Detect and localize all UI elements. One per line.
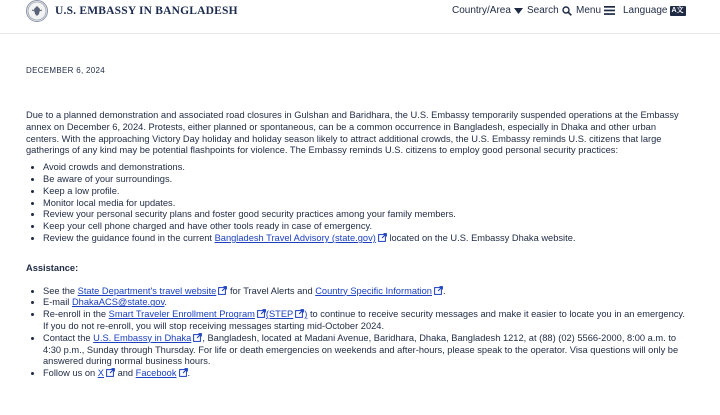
list-item: • Review your personal security plans and foster good security practices among your family members.	[43, 209, 688, 221]
external-link-icon	[179, 368, 188, 377]
step-link-close[interactable]: )	[304, 309, 308, 320]
list-item	[43, 368, 688, 380]
item-text: Contact the	[43, 332, 94, 343]
item-text: See the	[43, 285, 78, 296]
list-item: • Monitor local media for updates.	[43, 198, 688, 210]
menu-button[interactable]	[576, 5, 615, 16]
step-program-link[interactable]: Smart Traveler Enrollment Program	[108, 309, 255, 320]
list-item	[43, 286, 688, 298]
external-link-icon	[218, 286, 227, 295]
intro-paragraph: Due to a planned demonstration and associated road closures in Gulshan and Baridhara, the U.S. Embassy temporarily suspended operations at the Embassy annex on December 6, 2024. Protests, either planned or spontaneous, can be a common occurrence in Bangladesh, especially in Dhaka and other urban centers. With the approaching Victory Day holiday and holiday season likely to attract additional crowds, the U.S. Embassy reminds U.S. citizens that large gatherings of any kind may be potential flashpoints for violence. The Embassy reminds U.S. citizens to employ good personal security practices:	[26, 110, 679, 156]
site-header	[0, 0, 720, 34]
item-text: Follow us on	[43, 368, 98, 379]
search-label: Search	[527, 5, 559, 16]
item-text: E-mail	[43, 297, 72, 308]
facebook-link[interactable]: Facebook	[135, 368, 177, 379]
article-date: DECEMBER 6, 2024	[26, 66, 106, 75]
item-text: .	[164, 297, 167, 308]
country-area-dropdown[interactable]	[452, 5, 523, 16]
external-link-icon	[257, 309, 266, 318]
country-specific-info-link[interactable]: Country Specific Information	[315, 285, 432, 296]
travel-advisory-link[interactable]: Bangladesh Travel Advisory (state.gov)	[214, 232, 376, 243]
item-text: .	[442, 285, 446, 296]
article-body	[26, 110, 688, 380]
language-label: Language	[623, 5, 668, 16]
item-text: .	[187, 368, 191, 379]
list-item	[43, 333, 688, 368]
tip-text: Review the guidance found in the current	[43, 232, 215, 243]
x-link[interactable]: X	[97, 368, 104, 379]
embassy-dhaka-link[interactable]: U.S. Embassy in Dhaka	[93, 332, 192, 343]
assistance-list	[26, 286, 688, 380]
tip-text: located on the U.S. Embassy Dhaka website.	[386, 232, 576, 243]
list-item	[43, 297, 688, 309]
list-item: • Avoid crowds and demonstrations.	[43, 162, 688, 174]
external-link-icon	[106, 368, 115, 377]
external-link-icon	[434, 286, 443, 295]
external-link-icon	[295, 309, 304, 318]
hamburger-icon	[604, 6, 615, 15]
caret-down-icon	[514, 8, 523, 14]
search-button[interactable]	[527, 5, 572, 16]
item-text: for Travel Alerts and	[227, 285, 316, 296]
list-item: • Keep your cell phone charged and have other tools ready in case of emergency.	[43, 221, 688, 233]
step-link[interactable]: (STEP	[265, 309, 294, 320]
email-link[interactable]: DhakaACS@state.gov	[71, 297, 165, 308]
list-item: • Be aware of your surroundings.	[43, 174, 688, 186]
country-area-label: Country/Area	[452, 5, 511, 16]
language-selector[interactable]	[623, 5, 686, 16]
state-travel-website-link[interactable]: State Department's travel website	[77, 285, 217, 296]
embassy-seal-logo[interactable]	[26, 0, 48, 22]
security-tips-list	[26, 162, 688, 245]
menu-label: Menu	[576, 5, 602, 16]
item-text: , Bangladesh, located at Madani Avenue, Baridhara, Dhaka, Bangladesh 1212, at (88) (02) 5566-2000, 8:00 a.m. to 4:30 p.m., Sunday through Thursday. For life or death emergencies on weekends and after-hours, please speak to the operator. Visa questions will only be answered during normal business hours.	[43, 332, 679, 367]
list-item	[43, 233, 688, 245]
assistance-heading: Assistance:	[26, 262, 79, 273]
external-link-icon	[378, 233, 387, 242]
list-item: • Keep a low profile.	[43, 186, 688, 198]
external-link-icon	[193, 333, 202, 342]
list-item	[43, 309, 688, 333]
translate-icon: A文	[671, 6, 684, 14]
item-text: and	[114, 368, 136, 379]
search-icon	[562, 6, 572, 16]
item-text: to continue to receive security messages and make it easier to locate you in an emergency. If you do not re-enroll, you will stop receiving messages starting mid-October 2024.	[43, 309, 685, 331]
item-text: Re-enroll in the	[43, 309, 109, 320]
embassy-name[interactable]: U.S. EMBASSY IN BANGLADESH	[55, 5, 238, 17]
